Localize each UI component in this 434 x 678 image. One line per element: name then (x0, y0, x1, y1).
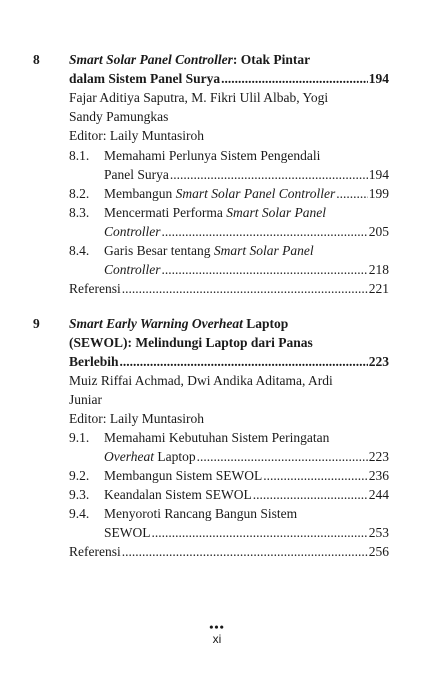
section-number: 9.1. (69, 430, 90, 445)
section-title: Memahami Perlunya Sistem Pengendali (104, 148, 321, 163)
references-page: 221 (368, 281, 389, 296)
section-entry[interactable]: Keandalan Sistem SEWOL ..... 244 (104, 485, 389, 504)
section-title: Mencermati Performa Smart Solar Panel (104, 205, 326, 220)
leader-dots (122, 279, 368, 298)
leader-dots (263, 466, 368, 485)
chapter-number: 9 (33, 316, 40, 331)
section-page: 223 (368, 449, 389, 464)
chapter-number: 8 (33, 52, 40, 67)
leader-dots (221, 69, 368, 88)
leader-dots (122, 542, 368, 561)
leader-dots (162, 260, 368, 279)
chapter-authors: Muiz Riffai Achmad, Dwi Andika Aditama, Ardi (69, 373, 333, 388)
section-page: 205 (368, 224, 389, 239)
page-number: xi (212, 632, 222, 646)
chapter-title-line-2[interactable]: dalam Sistem Panel Surya ..... 194 (69, 69, 389, 88)
section-title: Memahami Kebutuhan Sistem Peringatan (104, 430, 330, 445)
chapter-page: 194 (368, 71, 389, 86)
leader-dots (253, 485, 368, 504)
chapter-editor: Editor: Laily Muntasiroh (69, 128, 204, 143)
leader-dots (162, 222, 368, 241)
chapter-page: 223 (368, 354, 389, 369)
section-entry[interactable]: Overheat Laptop ..... 223 (104, 447, 389, 466)
chapter-editor: Editor: Laily Muntasiroh (69, 411, 204, 426)
section-page: 199 (368, 186, 389, 201)
chapter-title-line-2: (SEWOL): Melindungi Laptop dari Panas (69, 335, 313, 350)
chapter-authors-cont: Juniar (69, 392, 102, 407)
section-number: 9.4. (69, 506, 90, 521)
section-entry[interactable]: Controller ..... 205 (104, 222, 389, 241)
leader-dots (120, 352, 368, 371)
chapter-authors-cont: Sandy Pamungkas (69, 109, 169, 124)
chapter-title-line-3[interactable]: Berlebih ..... 223 (69, 352, 389, 371)
references-entry[interactable]: Referensi ..... 256 (69, 542, 389, 561)
leader-dots (336, 184, 367, 203)
section-number: 8.4. (69, 243, 90, 258)
leader-dots (152, 523, 368, 542)
section-number: 9.2. (69, 468, 90, 483)
section-entry[interactable]: Membangun Smart Solar Panel Controller ..... 199 (104, 184, 389, 203)
section-page: 218 (368, 262, 389, 277)
section-page: 244 (368, 487, 389, 502)
section-number: 9.3. (69, 487, 90, 502)
chapter-authors: Fajar Aditiya Saputra, M. Fikri Ulil Albab, Yogi (69, 90, 329, 105)
section-title: Garis Besar tentang Smart Solar Panel (104, 243, 314, 258)
section-entry[interactable]: Membangun Sistem SEWOL ..... 236 (104, 466, 389, 485)
section-title: Menyoroti Rancang Bangun Sistem (104, 506, 298, 521)
section-page: 236 (368, 468, 389, 483)
section-entry[interactable]: SEWOL ..... 253 (104, 523, 389, 542)
leader-dots (197, 447, 368, 466)
section-page: 194 (368, 167, 389, 182)
section-number: 8.3. (69, 205, 90, 220)
references-page: 256 (368, 544, 389, 559)
chapter-title-line-1: Smart Solar Panel Controller: Otak Pintar (69, 52, 311, 67)
references-entry[interactable]: Referensi ..... 221 (69, 279, 389, 298)
chapter-title-line-1: Smart Early Warning Overheat Laptop (69, 316, 289, 331)
section-entry[interactable]: Panel Surya ..... 194 (104, 165, 389, 184)
leader-dots (170, 165, 368, 184)
section-number: 8.2. (69, 186, 90, 201)
section-entry[interactable]: Controller ..... 218 (104, 260, 389, 279)
section-page: 253 (368, 525, 389, 540)
footer-ornament: ••• (209, 620, 225, 634)
section-number: 8.1. (69, 148, 90, 163)
